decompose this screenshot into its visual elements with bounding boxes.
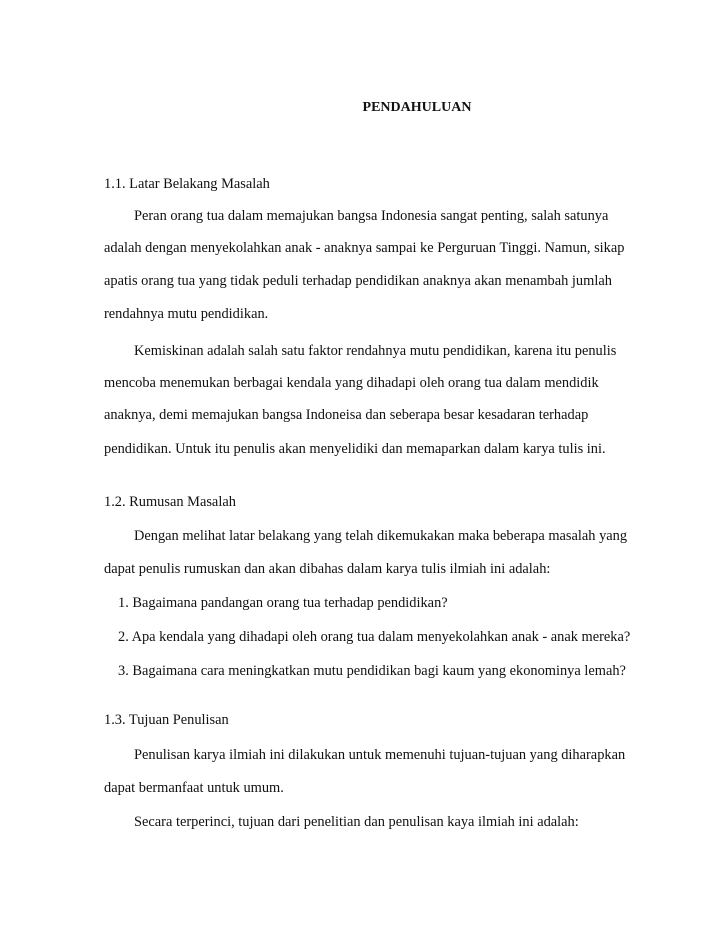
list-item: 3. Bagaimana cara meningkatkan mutu pendidikan bagi kaum yang ekonominya lemah? — [118, 663, 626, 679]
section-heading-tujuan-penulisan: 1.3. Tujuan Penulisan — [104, 712, 229, 728]
paragraph-line: Penulisan karya ilmiah ini dilakukan untuk memenuhi tujuan-tujuan yang diharapkan — [134, 747, 626, 763]
paragraph-line: Secara terperinci, tujuan dari penelitian dan penulisan kaya ilmiah ini adalah: — [134, 814, 579, 830]
paragraph-line: pendidikan. Untuk itu penulis akan menyelidiki dan memaparkan dalam karya tulis ini. — [104, 441, 606, 457]
list-item: 1. Bagaimana pandangan orang tua terhadap pendidikan? — [118, 595, 448, 611]
paragraph-line: dapat penulis rumuskan dan akan dibahas dalam karya tulis ilmiah ini adalah: — [104, 561, 551, 577]
list-item: 2. Apa kendala yang dihadapi oleh orang tua dalam menyekolahkan anak - anak mereka? — [118, 629, 631, 645]
paragraph-line: dapat bermanfaat untuk umum. — [104, 780, 284, 796]
paragraph-line: rendahnya mutu pendidikan. — [104, 306, 269, 322]
paragraph-line: anaknya, demi memajukan bangsa Indoneisa dan seberapa besar kesadaran terhadap — [104, 407, 589, 423]
paragraph-line: Peran orang tua dalam memajukan bangsa Indonesia sangat penting, salah satunya — [134, 208, 609, 224]
paragraph-line: apatis orang tua yang tidak peduli terhadap pendidikan anaknya akan menambah jumlah — [104, 273, 612, 289]
paragraph-line: Kemiskinan adalah salah satu faktor rendahnya mutu pendidikan, karena itu penulis — [134, 343, 617, 359]
page-title: PENDAHULUAN — [362, 100, 472, 115]
section-heading-latar-belakang: 1.1. Latar Belakang Masalah — [104, 176, 270, 192]
paragraph-line: Dengan melihat latar belakang yang telah dikemukakan maka beberapa masalah yang — [134, 528, 628, 544]
paragraph-line: adalah dengan menyekolahkan anak - anaknya sampai ke Perguruan Tinggi. Namun, sikap — [104, 240, 625, 256]
section-heading-rumusan-masalah: 1.2. Rumusan Masalah — [104, 494, 236, 510]
paragraph-line: mencoba menemukan berbagai kendala yang dihadapi oleh orang tua dalam mendidik — [104, 375, 599, 391]
